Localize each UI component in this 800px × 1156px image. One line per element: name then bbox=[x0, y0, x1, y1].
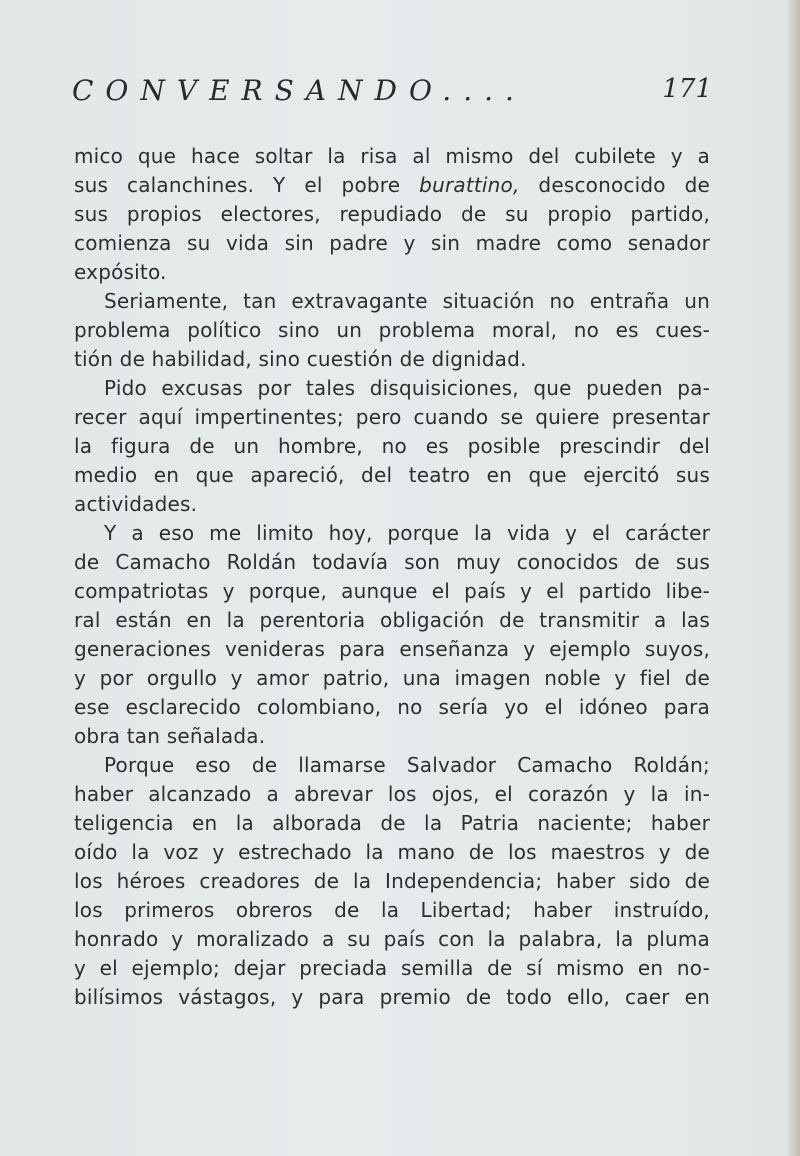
text-line bbox=[74, 548, 710, 577]
text-line bbox=[74, 664, 710, 693]
text-line bbox=[74, 780, 710, 809]
text-line bbox=[74, 345, 710, 374]
text-line bbox=[74, 954, 710, 983]
text-line bbox=[74, 171, 710, 200]
text-line-content: los héroes creadores de la Independencia; haber sido de bbox=[74, 869, 710, 893]
text-line-content: Y a eso me limito hoy, porque la vida y el carácter bbox=[104, 521, 710, 545]
text-line bbox=[74, 142, 710, 171]
text-line bbox=[74, 693, 710, 722]
text-line bbox=[74, 316, 710, 345]
text-line bbox=[74, 229, 710, 258]
text-line-content: de Camacho Roldán todavía son muy conocidos de sus bbox=[74, 550, 710, 574]
body-text bbox=[74, 142, 710, 1012]
text-line-content: sus calanchines. Y el pobre bbox=[74, 173, 420, 197]
text-line bbox=[74, 287, 710, 316]
text-line-content: generaciones venideras para enseñanza y ejemplo suyos, bbox=[74, 637, 710, 661]
text-line-content: los primeros obreros de la Libertad; haber instruído, bbox=[74, 898, 710, 922]
text-line bbox=[74, 258, 710, 287]
text-line-content: expósito. bbox=[74, 260, 167, 284]
text-line-content: honrado y moralizado a su país con la palabra, la pluma bbox=[74, 927, 710, 951]
text-line bbox=[74, 606, 710, 635]
text-line bbox=[74, 577, 710, 606]
text-line-content: la figura de un hombre, no es posible prescindir del bbox=[74, 434, 710, 458]
text-line-content: comienza su vida sin padre y sin madre como senador bbox=[74, 231, 710, 255]
text-line bbox=[74, 809, 710, 838]
italic-word: burattino, bbox=[419, 173, 520, 197]
text-line-content: bilísimos vástagos, y para premio de todo ello, caer en bbox=[74, 985, 710, 1009]
text-line bbox=[74, 983, 710, 1012]
text-line bbox=[74, 896, 710, 925]
text-line bbox=[74, 925, 710, 954]
text-line-content: mico que hace soltar la risa al mismo del cubilete y a bbox=[74, 144, 710, 168]
text-line-continuation: desconocido de bbox=[519, 173, 710, 197]
text-line bbox=[74, 200, 710, 229]
text-line-content: sus propios electores, repudiado de su propio partido, bbox=[74, 202, 710, 226]
text-line bbox=[74, 461, 710, 490]
text-line bbox=[74, 519, 710, 548]
text-line-content: teligencia en la alborada de la Patria naciente; haber bbox=[74, 811, 710, 835]
text-line bbox=[74, 838, 710, 867]
text-line-content: obra tan señalada. bbox=[74, 724, 266, 748]
text-line bbox=[74, 751, 710, 780]
text-line bbox=[74, 722, 710, 751]
text-line-content: Porque eso de llamarse Salvador Camacho Roldán; bbox=[104, 753, 710, 777]
text-line-content: Seriamente, tan extravagante situación no entraña un bbox=[104, 289, 710, 313]
page-edge-shadow bbox=[786, 0, 800, 1156]
text-line-content: oído la voz y estrechado la mano de los maestros y de bbox=[74, 840, 710, 864]
text-line bbox=[74, 432, 710, 461]
text-line-content: actividades. bbox=[74, 492, 198, 516]
text-line-content: medio en que apareció, del teatro en que ejercitó sus bbox=[74, 463, 710, 487]
text-line bbox=[74, 867, 710, 896]
text-line bbox=[74, 490, 710, 519]
text-line-content: haber alcanzado a abrevar los ojos, el corazón y la in- bbox=[74, 782, 710, 806]
text-line-content: recer aquí impertinentes; pero cuando se quiere presentar bbox=[74, 405, 710, 429]
text-line-content: y por orgullo y amor patrio, una imagen noble y fiel de bbox=[74, 666, 710, 690]
text-line-content: y el ejemplo; dejar preciada semilla de sí mismo en no- bbox=[74, 956, 710, 980]
page-number: 171 bbox=[662, 74, 712, 104]
text-line bbox=[74, 374, 710, 403]
text-line bbox=[74, 635, 710, 664]
page-header bbox=[72, 74, 712, 114]
text-line-content: compatriotas y porque, aunque el país y el partido libe- bbox=[74, 579, 710, 603]
text-line-content: ese esclarecido colombiano, no sería yo el idóneo para bbox=[74, 695, 710, 719]
text-line bbox=[74, 403, 710, 432]
text-line-content: ral están en la perentoria obligación de transmitir a las bbox=[74, 608, 710, 632]
text-line-content: tión de habilidad, sino cuestión de dignidad. bbox=[74, 347, 527, 371]
text-line-content: Pido excusas por tales disquisiciones, que pueden pa- bbox=[104, 376, 710, 400]
running-head: CONVERSANDO.... bbox=[72, 74, 526, 107]
text-line-content: problema político sino un problema moral, no es cues- bbox=[74, 318, 710, 342]
